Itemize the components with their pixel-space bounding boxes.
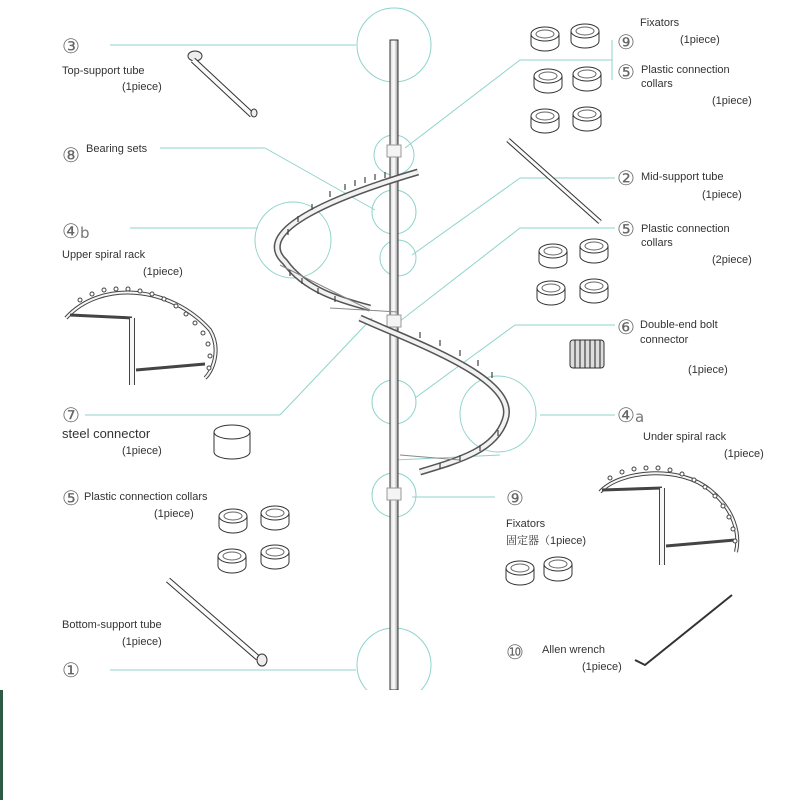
part-number: ⑦ [62,403,80,427]
part-label: Double-end bolt [640,319,718,331]
part-number: ① [62,658,80,682]
collar-icon [219,509,247,533]
part-qty: (1piece) [122,636,162,648]
part-label: Plastic connection collars [84,491,208,503]
collar-icon [573,67,601,91]
collar-icon [580,239,608,263]
top-support-tube-drawing [188,51,257,117]
collar-icon [573,107,601,131]
part-qty: (1piece) [702,189,742,201]
part-qty: (1piece) [154,508,194,520]
part-label: Upper spiral rack [62,249,146,261]
part-label-line2: collars [641,237,673,249]
part-label: Top-support tube [62,65,145,77]
part-label: Fixators [506,518,546,530]
collar-icon [580,279,608,303]
part-number: ④b [62,219,90,243]
part-label: Plastic connection [641,64,730,76]
part-qty: (1piece) [712,95,752,107]
part-number: ⑤ [617,60,635,84]
part-label-line2: 固定器（1piece) [506,535,587,547]
blank-area [0,690,800,800]
part-number: ⑤ [617,217,635,241]
collar-group [218,24,608,585]
part-qty: (1piece) [688,364,728,376]
collar-icon [261,506,289,530]
part-label-line2: collars [641,78,673,90]
bottom-support-tube-drawing [168,580,267,666]
collar-icon [218,549,246,573]
allen-wrench-drawing [635,595,732,665]
part-number: ② [617,166,635,190]
collar-icon [571,24,599,48]
mid-support-tube-drawing [508,140,600,222]
part-label: Fixators [640,17,680,29]
part-label-line2: connector [640,334,689,346]
part-qty: (1piece) [680,34,720,46]
part-qty: (2piece) [712,254,752,266]
part-number: ③ [62,34,80,58]
part-number: ⑩ [506,640,524,664]
steel-connector-drawing [214,425,250,459]
part-label: steel connector [62,426,151,441]
collar-icon [534,69,562,93]
collar-icon [537,281,565,305]
collar-icon [261,545,289,569]
double-end-bolt-drawing [570,340,604,368]
part-number: ⑥ [617,315,635,339]
part-label: Bearing sets [86,143,148,155]
collar-icon [531,27,559,51]
part-number: ⑧ [62,143,80,167]
central-pole [387,40,401,690]
part-label: Plastic connection [641,223,730,235]
part-qty: (1piece) [122,445,162,457]
part-qty: (1piece) [122,81,162,93]
part-number: ⑨ [617,30,635,54]
part-qty: (1piece) [724,448,764,460]
part-label: Mid-support tube [641,171,724,183]
upper-spiral-rack-drawing [66,287,216,385]
edge-stripe [0,690,3,800]
part-qty: (1piece) [582,661,622,673]
collar-icon [539,244,567,268]
part-label: Bottom-support tube [62,619,162,631]
collar-icon [506,561,534,585]
part-number: ⑨ [506,486,524,510]
part-number: ⑤ [62,486,80,510]
under-spiral-rack-drawing [600,466,737,565]
part-label: Under spiral rack [643,431,727,443]
part-label: Allen wrench [542,644,605,656]
collar-icon [531,109,559,133]
part-number: ④a [617,403,645,427]
leader-lines [85,40,615,670]
collar-icon [544,557,572,581]
part-qty: (1piece) [143,266,183,278]
